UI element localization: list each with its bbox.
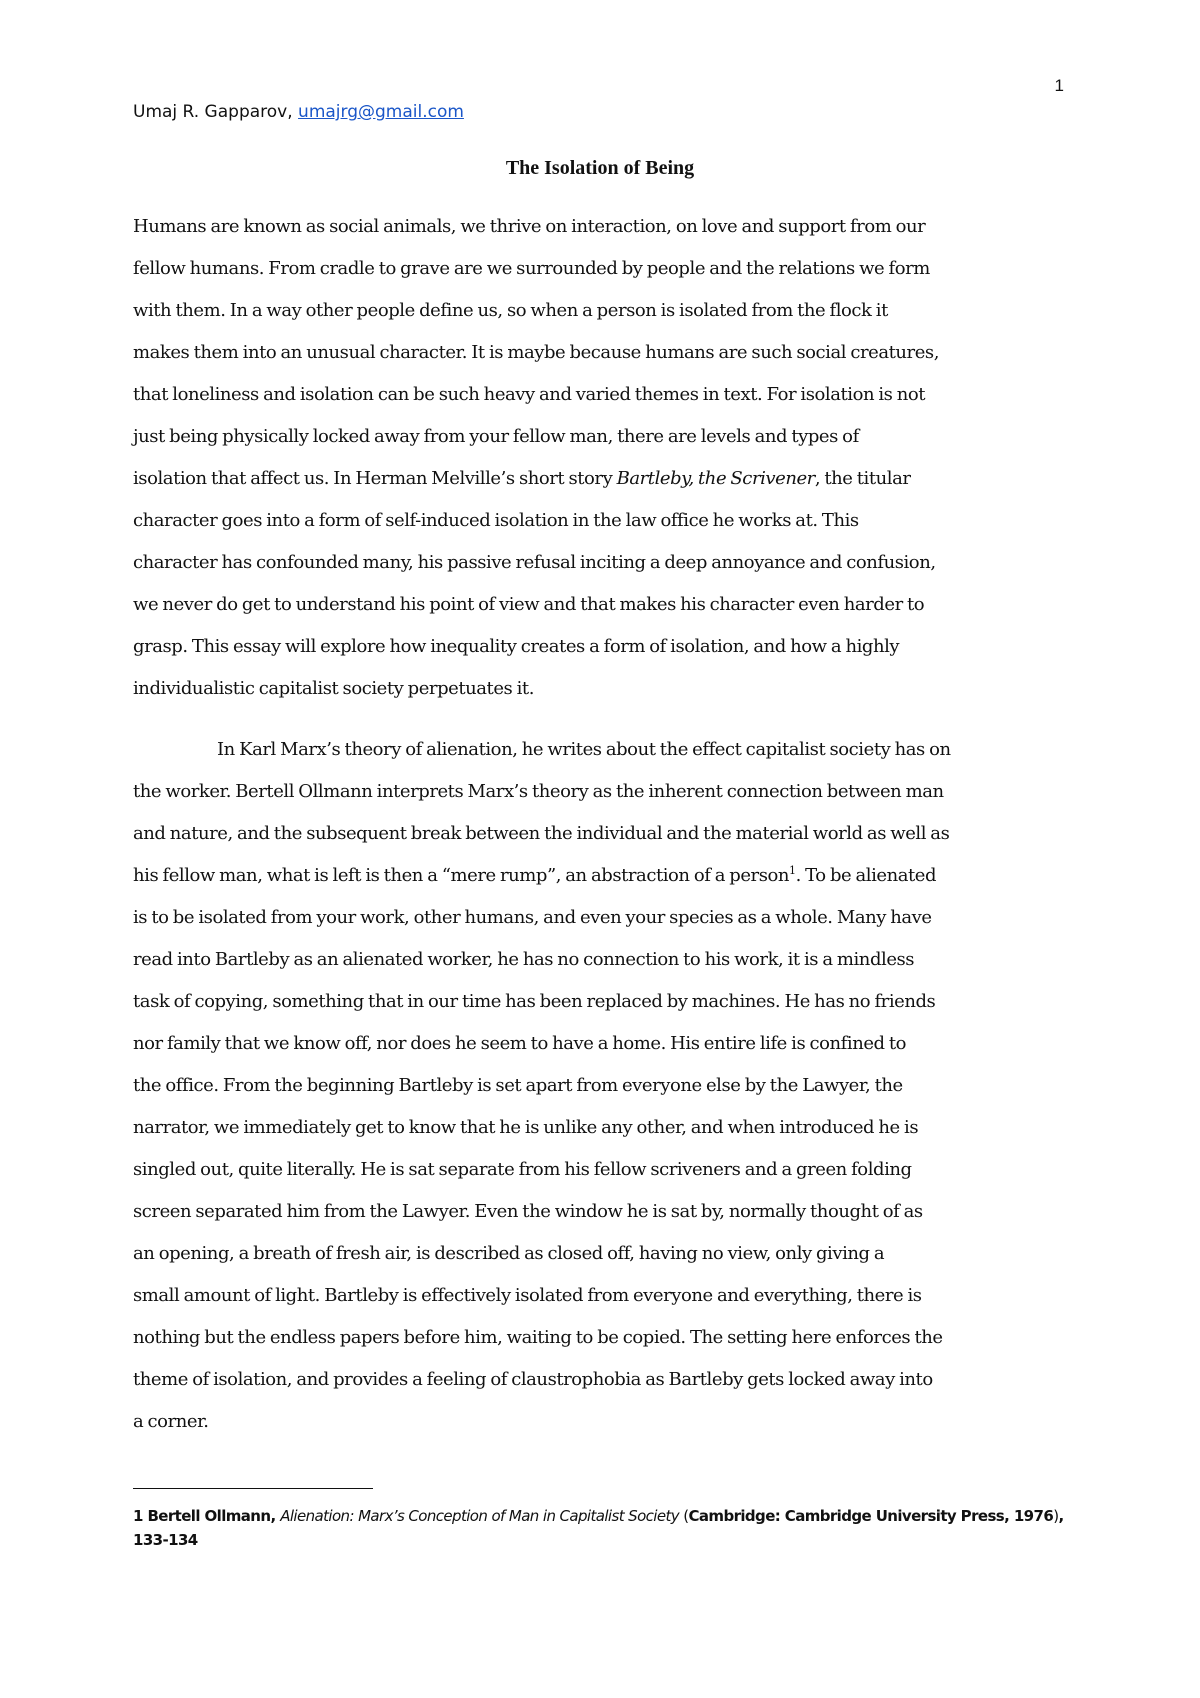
footnote-close-paren: ) <box>1053 1507 1059 1525</box>
text-line: fellow humans. From cradle to grave are we surrounded by people and the relations we form <box>133 258 930 279</box>
story-title: Bartleby, the Scrivener <box>616 468 815 489</box>
text-line: just being physically locked away from your fellow man, there are levels and types of <box>133 426 859 447</box>
footnote-pages: , 133-134 <box>133 1507 1064 1549</box>
text-line: an opening, a breath of fresh air, is described as closed off, having no view, only giving a <box>133 1243 885 1264</box>
text-line: and nature, and the subsequent break between the individual and the material world as well as <box>133 823 950 844</box>
author-name: Umaj R. Gapparov, <box>133 102 299 122</box>
text-segment: . To be alienated <box>795 865 937 886</box>
text-line: grasp. This essay will explore how inequality creates a form of isolation, and how a highly <box>133 636 900 657</box>
text-line: that loneliness and isolation can be such heavy and varied themes in text. For isolation is not <box>133 384 926 405</box>
text-line: small amount of light. Bartleby is effectively isolated from everyone and everything, there is <box>133 1285 922 1306</box>
footnote-separator <box>133 1488 373 1489</box>
author-header <box>133 102 464 122</box>
text-segment: , the titular <box>814 468 911 489</box>
footnote <box>133 1504 1083 1552</box>
footnote-publisher: Cambridge: Cambridge University Press, 1976 <box>688 1507 1054 1525</box>
text-line: a corner. <box>133 1411 209 1432</box>
text-line: task of copying, something that in our time has been replaced by machines. He has no friends <box>133 991 936 1012</box>
document-title: The Isolation of Being <box>505 157 695 179</box>
footnote-work-title: Alienation: Marx’s Conception of Man in Capitalist Society <box>280 1507 680 1525</box>
footnote-open-paren: ( <box>679 1507 689 1525</box>
text-line: character goes into a form of self-induced isolation in the law office he works at. This <box>133 510 859 531</box>
text-line: makes them into an unusual character. It is maybe because humans are such social creatures, <box>133 342 939 363</box>
text-line: Humans are known as social animals, we thrive on interaction, on love and support from our <box>133 216 926 237</box>
text-line: the worker. Bertell Ollmann interprets Marx’s theory as the inherent connection between man <box>133 781 944 802</box>
page-number: 1 <box>1054 76 1064 95</box>
text-line: the office. From the beginning Bartleby is set apart from everyone else by the Lawyer, the <box>133 1075 903 1096</box>
text-line: is to be isolated from your work, other humans, and even your species as a whole. Many have <box>133 907 932 928</box>
text-line: narrator, we immediately get to know that he is unlike any other, and when introduced he is <box>133 1117 919 1138</box>
text-line: read into Bartleby as an alienated worker, he has no connection to his work, it is a mindless <box>133 949 915 970</box>
text-line: theme of isolation, and provides a feeling of claustrophobia as Bartleby gets locked away into <box>133 1369 933 1390</box>
text-line <box>133 458 1083 500</box>
text-line: we never do get to understand his point of view and that makes his character even harder to <box>133 594 925 615</box>
author-email-link[interactable]: umajrg@gmail.com <box>298 102 464 122</box>
text-line: singled out, quite literally. He is sat separate from his fellow scriveners and a green folding <box>133 1159 912 1180</box>
footnote-reference[interactable]: 1 <box>789 864 796 877</box>
text-segment: isolation that affect us. In Herman Melville’s short story <box>133 468 617 489</box>
paragraph-introduction <box>133 206 1083 710</box>
text-line: nor family that we know off, nor does he seem to have a home. His entire life is confined to <box>133 1033 907 1054</box>
text-segment: his fellow man, what is left is then a “mere rump”, an abstraction of a person <box>133 865 790 886</box>
footnote-author: 1 Bertell Ollmann, <box>133 1507 281 1525</box>
paragraph-alienation <box>133 729 1083 1443</box>
text-line: with them. In a way other people define us, so when a person is isolated from the flock it <box>133 300 888 321</box>
text-line <box>133 855 1083 897</box>
text-line: nothing but the endless papers before him, waiting to be copied. The setting here enforces the <box>133 1327 943 1348</box>
text-line: character has confounded many, his passive refusal inciting a deep annoyance and confusion, <box>133 552 936 573</box>
text-line: screen separated him from the Lawyer. Even the window he is sat by, normally thought of as <box>133 1201 923 1222</box>
text-line: individualistic capitalist society perpetuates it. <box>133 678 534 699</box>
text-line: In Karl Marx’s theory of alienation, he writes about the effect capitalist society has on <box>217 739 951 760</box>
